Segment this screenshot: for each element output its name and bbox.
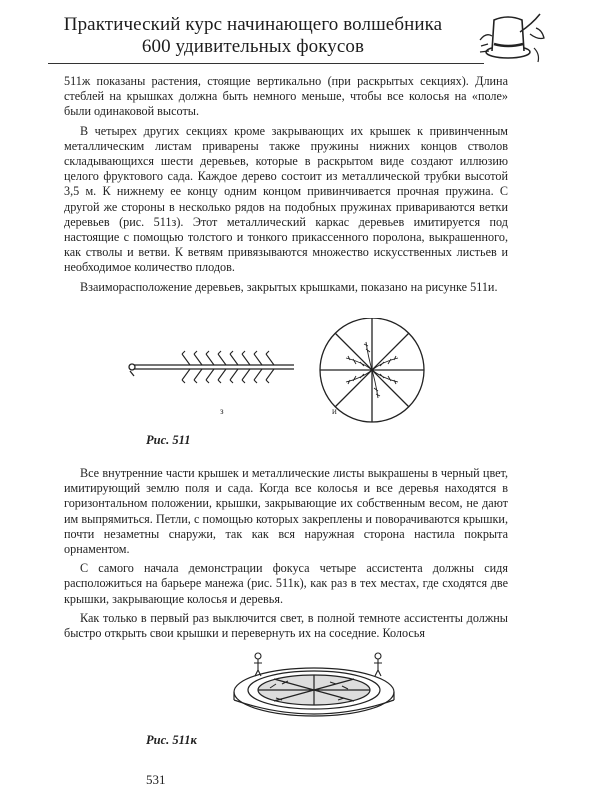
paragraph: В четырех других секциях кроме закрывающих их крышек к привинченным металлическим листам приварены также пружины нижних концов стволов складывающихся шести деревьев, которые в раскрытом виде создают иллюзию целого фруктового сада. Каждое дерево состоит из металлической трубки высотой 3,5 м. К нижнему ее концу одним концом привинчивается прочная пружина. С другой же стороны в несколько рядов на подобных пружинах привариваются ветки деревьев (рис. 511з). Этот металлический каркас деревьев имитируется под настоящие с помощью толстого и тонкого прикассенного поролона, выкрашенного, как стволы и ветви. К ветвям привязываются множество искусственных листьев и необходимое количество плодов. bbox=[64, 123, 508, 275]
body-text-bottom bbox=[64, 466, 508, 645]
figure-511-trees bbox=[124, 318, 484, 430]
paragraph: Взаиморасположение деревьев, закрытых крышками, показано на рисунке 511и. bbox=[80, 279, 498, 294]
header-divider bbox=[48, 63, 484, 64]
figure-caption: Рис. 511к bbox=[146, 733, 197, 747]
page-number: 531 bbox=[146, 772, 166, 787]
running-header bbox=[48, 14, 458, 64]
figure-caption: Рис. 511 bbox=[146, 433, 191, 447]
paragraph: С самого начала демонстрации фокуса четыре ассистента должны сидя расположиться на барьере манежа (рис. 511к), как раз в тех местах, где сходятся две крышки, закрывающие колосья и деревья. bbox=[64, 561, 508, 606]
header-title-line-2: 600 удивительных фокусов bbox=[141, 36, 365, 57]
arena-drawing bbox=[234, 668, 394, 716]
body-text-top bbox=[64, 74, 508, 299]
magician-hat-icon bbox=[478, 4, 548, 70]
paragraph: Все внутренние части крышек и металлические листы выкрашены в черный цвет, имитирующий землю поля и сада. Когда все колосья и все деревья находятся в горизонтальном положении, крышки, закрывающие их собственным весом, не дают им выпрямиться. Петли, с помощью которых закреплены и поворачиваются крышки, почти незаметны снаружи, так как вся наружная сторона настила покрыта орнаментом. bbox=[64, 466, 508, 557]
folded-tree-drawing bbox=[129, 351, 294, 383]
figure-511k-arena bbox=[230, 648, 398, 720]
paragraph: Как только в первый раз выключится свет, в полной темноте ассистенты должны быстро открыть свои крышки и перевернуть их на соседние. Колосья bbox=[64, 610, 508, 641]
figure-label-b: и bbox=[332, 406, 337, 416]
paragraph: 511ж показаны растения, стоящие вертикально (при раскрытых секциях). Длина стеблей на крышках должна быть немного меньше, чтобы все колосья на «поле» были одинаковой высоты. bbox=[64, 74, 508, 119]
figure-label-a: з bbox=[220, 406, 224, 416]
header-title-line-1: Практический курс начинающего волшебника bbox=[63, 14, 443, 35]
